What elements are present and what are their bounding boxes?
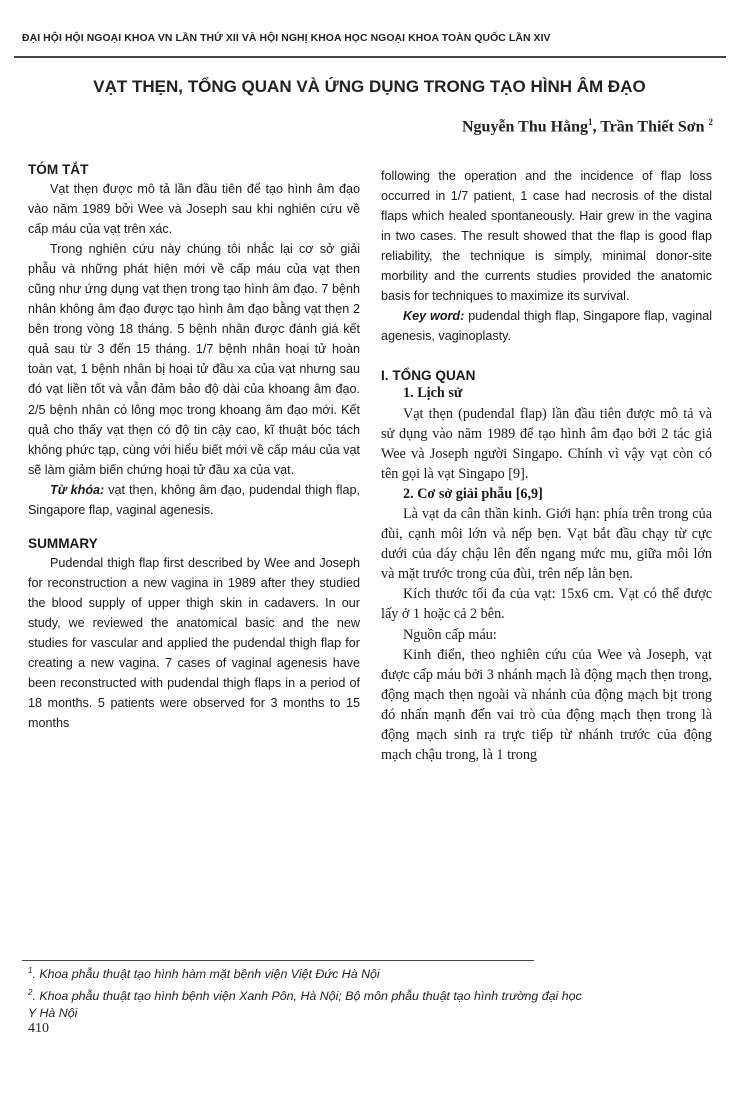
body-paragraph: Kích thước tối đa của vạt: 15x6 cm. Vạt có thể được lấy ở 1 hoặc cả 2 bên. (381, 586, 712, 623)
author-line (462, 117, 713, 136)
keywords-label: Từ khóa: (50, 482, 105, 497)
author-name-1: Nguyễn Thu Hằng (462, 118, 588, 136)
footnotes (28, 962, 588, 1023)
author-separator: , (592, 118, 601, 136)
abstract-vi-keywords (28, 480, 360, 520)
keywords-text: vạt thẹn, không âm đạo, pudendal thigh flap, Singapore flap, vaginal agenesis. (28, 482, 360, 517)
section-heading-overview: I. TỔNG QUAN (381, 368, 476, 384)
footnote-text-1: . Khoa phẫu thuật tạo hình hàm mặt bệnh viện Việt Đức Hà Nội (32, 967, 380, 982)
body-paragraph: Nguồn cấp máu: (403, 626, 497, 643)
footnote-2 (28, 984, 588, 1023)
footnote-divider (22, 960, 534, 961)
footnote-mark-2: 2 (28, 987, 33, 997)
running-header: ĐẠI HỘI HỘI NGOẠI KHOA VN LẦN THỨ XII VÀ HỘI NGHỊ KHOA HỌC NGOẠI KHOA TOÀN QUỐC LẦN XIV (22, 33, 551, 44)
subsection-heading-anatomy: 2. Cơ sở giải phẫu [6,9] (403, 485, 543, 502)
abstract-vi-paragraph: Vạt thẹn được mô tả lần đầu tiên để tạo hình âm đạo vào năm 1989 bởi Wee và Joseph sau khi nghiên cứu về cấp máu của vạt trên xác. (28, 182, 360, 237)
author-affiliation-mark-2: 2 (708, 117, 713, 127)
author-name-2: Trần Thiết Sơn (600, 118, 705, 136)
body-paragraph: Vạt thẹn (pudendal flap) lần đầu tiên được mô tả và sử dụng vào năm 1989 để tạo hình âm đạo bởi 2 tác giả Wee và Joseph người Singapo. Chính vì vậy vạt còn có tên gọi là vạt Singapo [9]. (381, 405, 712, 482)
footnote-1 (28, 962, 588, 984)
summary-paragraph: Pudendal thigh flap first described by Wee and Joseph for reconstruction a new vagina in 1989 after they studied the blood supply of upper thigh skin in cadavers. In our study, we reviewed the anatomical basic and the new studies for vascular and applied the pudendal thigh flap for creating a new vagina. 7 cases of vaginal agenesis have been reconstructed with pudendal thigh flaps in a period of 18 months. 5 patients were observed for 3 months to 15 months (28, 555, 360, 731)
footnote-mark-1: 1 (28, 966, 33, 975)
left-column (28, 162, 360, 733)
author-affiliation-mark-1: 1 (587, 117, 593, 127)
keywords-label: Key word: (403, 309, 465, 324)
body-paragraph: Kinh điển, theo nghiên cứu của Wee và Joseph, vạt được cấp máu bởi 3 nhánh mạch là động mạch thẹn trong, động mạch thẹn ngoài và nhánh của động mạch bịt trong đó nhấn mạnh đến vai trò của động mạch thẹn trong là động mạch sinh ra trực tiếp từ nhánh trước của động mạch chậu trong, là 1 trong (381, 646, 712, 764)
header-divider (14, 56, 726, 58)
summary-heading: SUMMARY (28, 535, 98, 551)
keywords-text: pudendal thigh flap, Singapore flap, vaginal agenesis, vaginoplasty. (381, 309, 713, 344)
abstract-vi-paragraph: Trong nghiên cứu này chúng tôi nhắc lại cơ sở giải phẫu và những phát hiện mới về cấp máu của vạt then cũng như ứng dụng vạt thẹn trong tạo hình âm đạo. 7 bệnh nhân không âm đạo được tạo hình âm đạo bằng vạt thẹn 2 bên trong vòng 18 tháng. 5 bệnh nhân được đánh giá kết quả sau từ 3 đến 15 tháng. 1/7 bệnh nhân hoại tử hoàn toàn vạt, 1 bệnh nhân bị hoại tử đầu xa của vạt nhưng sau đó vạt liền tốt và vẫn đảm bảo độ dài của khoang âm đạo. 2/5 bệnh nhân có lông mọc trong khoang âm đạo mới. Kết quả cho thấy vạt thẹn có độ tin cậy cao, kĩ thuật bóc tách không phức tạp, cùng với hiểu biết mới về cấp máu của vạt sẽ làm giảm biến chứng hoại tử đầu xa của vạt. (28, 242, 360, 477)
right-column (381, 166, 712, 765)
page-number: 410 (28, 1021, 49, 1036)
footnote-text-2: . Khoa phẫu thuật tạo hình bệnh viện Xanh Pôn, Hà Nội; Bộ môn phẫu thuật tạo hình trường đại học Y Hà Nội (28, 988, 582, 1021)
summary-paragraph-continued: following the operation and the incidence of flap loss occurred in 1/7 patient, 1 case had necrosis of the distal flaps which healed spontaneously. Hair grew in the vagina in two cases. The result showed that the flap is good flap reliability, the technique is simply, minimal donor-site morbility and the currents studies provided the anatomic basis for techniques to maximize its survival. (381, 169, 712, 304)
body-paragraph: Là vạt da cân thần kinh. Giới hạn: phía trên trong của đùi, cạnh môi lớn và nếp bẹn. Vạt bắt đầu chạy từ cực dưới của dáy chậu lên đến ngang mức mu, giữa môi lớn và mặt trước trong của đùi, trên nếp lằn bẹn. (381, 505, 712, 583)
subsection-heading-history: 1. Lịch sử (403, 385, 463, 402)
summary-keywords (381, 306, 712, 346)
abstract-vi-heading: TÓM TẮT (28, 162, 89, 177)
article-title: VẠT THẸN, TỔNG QUAN VÀ ỨNG DỤNG TRONG TẠO HÌNH ÂM ĐẠO (93, 77, 646, 96)
